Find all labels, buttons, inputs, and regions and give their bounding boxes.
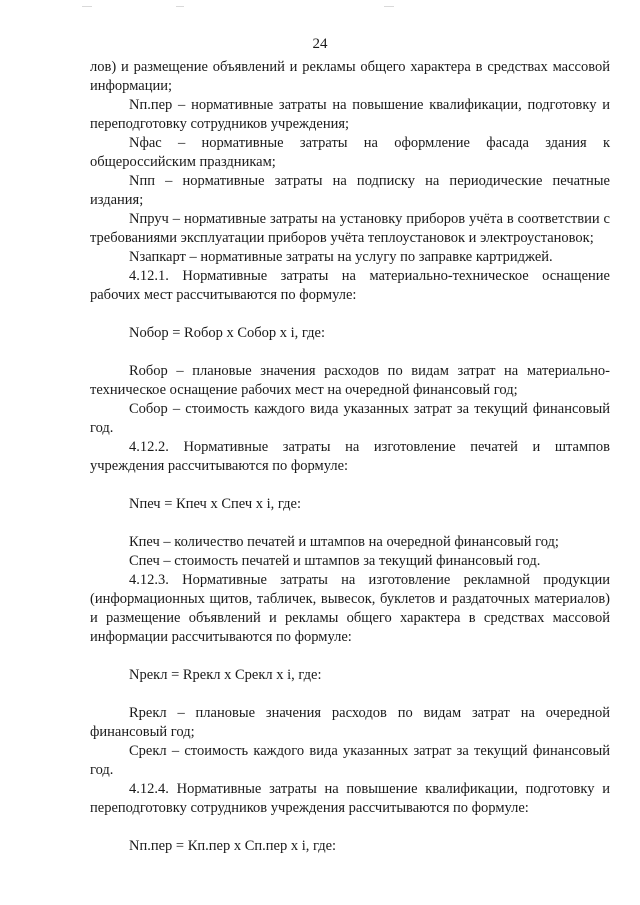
formula: Nп.пер = Кп.пер х Сп.пер х i, где:	[129, 838, 337, 854]
paragraph: Nзапкарт – нормативные затраты на услугу по заправке картриджей.	[129, 249, 553, 265]
paragraph: Rрекл – плановые значения расходов по видам затрат на очередной финансовый год;	[90, 705, 610, 740]
page-number: 24	[312, 36, 328, 52]
paragraph: Кпеч – количество печатей и штампов на очередной финансовый год;	[129, 534, 559, 550]
paragraph: Nпп – нормативные затраты на подписку на периодические печатные издания;	[90, 173, 610, 208]
paragraph: 4.12.4. Нормативные затраты на повышение квалификации, подготовку и переподготовку сотрудников учреждения рассчитываются по формуле:	[90, 781, 610, 816]
scan-mark	[82, 6, 92, 7]
paragraph: Nпруч – нормативные затраты на установку приборов учёта в соответствии с требованиями эксплуатации приборов учёта теплоустановок и электроустановок;	[90, 211, 610, 246]
paragraph: лов) и размещение объявлений и рекламы общего характера в средствах массовой информации;	[90, 59, 610, 94]
paragraph: Срекл – стоимость каждого вида указанных затрат за текущий финансовый год.	[90, 743, 610, 778]
paragraph: 4.12.1. Нормативные затраты на материально-техническое оснащение рабочих мест рассчитываются по формуле:	[90, 268, 610, 303]
paragraph: 4.12.3. Нормативные затраты на изготовление рекламной продукции (информационных щитов, табличек, вывесок, буклетов и раздаточных материалов) и размещение объявлений и рекламы общего характера в средствах массовой информации рассчитываются по формуле:	[90, 572, 610, 645]
paragraph: 4.12.2. Нормативные затраты на изготовление печатей и штампов учреждения рассчитываются по формуле:	[90, 439, 610, 474]
paragraph: Спеч – стоимость печатей и штампов за текущий финансовый год.	[129, 553, 541, 569]
document-body	[90, 58, 610, 856]
paragraph: Nп.пер – нормативные затраты на повышение квалификации, подготовку и переподготовку сотрудников учреждения;	[90, 97, 610, 132]
paragraph: Nфас – нормативные затраты на оформление фасада здания к общероссийским праздникам;	[90, 135, 610, 170]
paragraph: Rобор – плановые значения расходов по видам затрат на материально-техническое оснащение рабочих мест на очередной финансовый год;	[90, 363, 610, 398]
scan-mark	[176, 6, 184, 7]
formula: Nрекл = Rрекл х Срекл х i, где:	[129, 667, 322, 683]
formula: Nобор = Rобор х Собор х i, где:	[129, 325, 325, 341]
paragraph: Собор – стоимость каждого вида указанных затрат за текущий финансовый год.	[90, 401, 610, 436]
formula: Nпеч = Кпеч х Спеч х i, где:	[129, 496, 301, 512]
scan-mark	[384, 6, 394, 7]
